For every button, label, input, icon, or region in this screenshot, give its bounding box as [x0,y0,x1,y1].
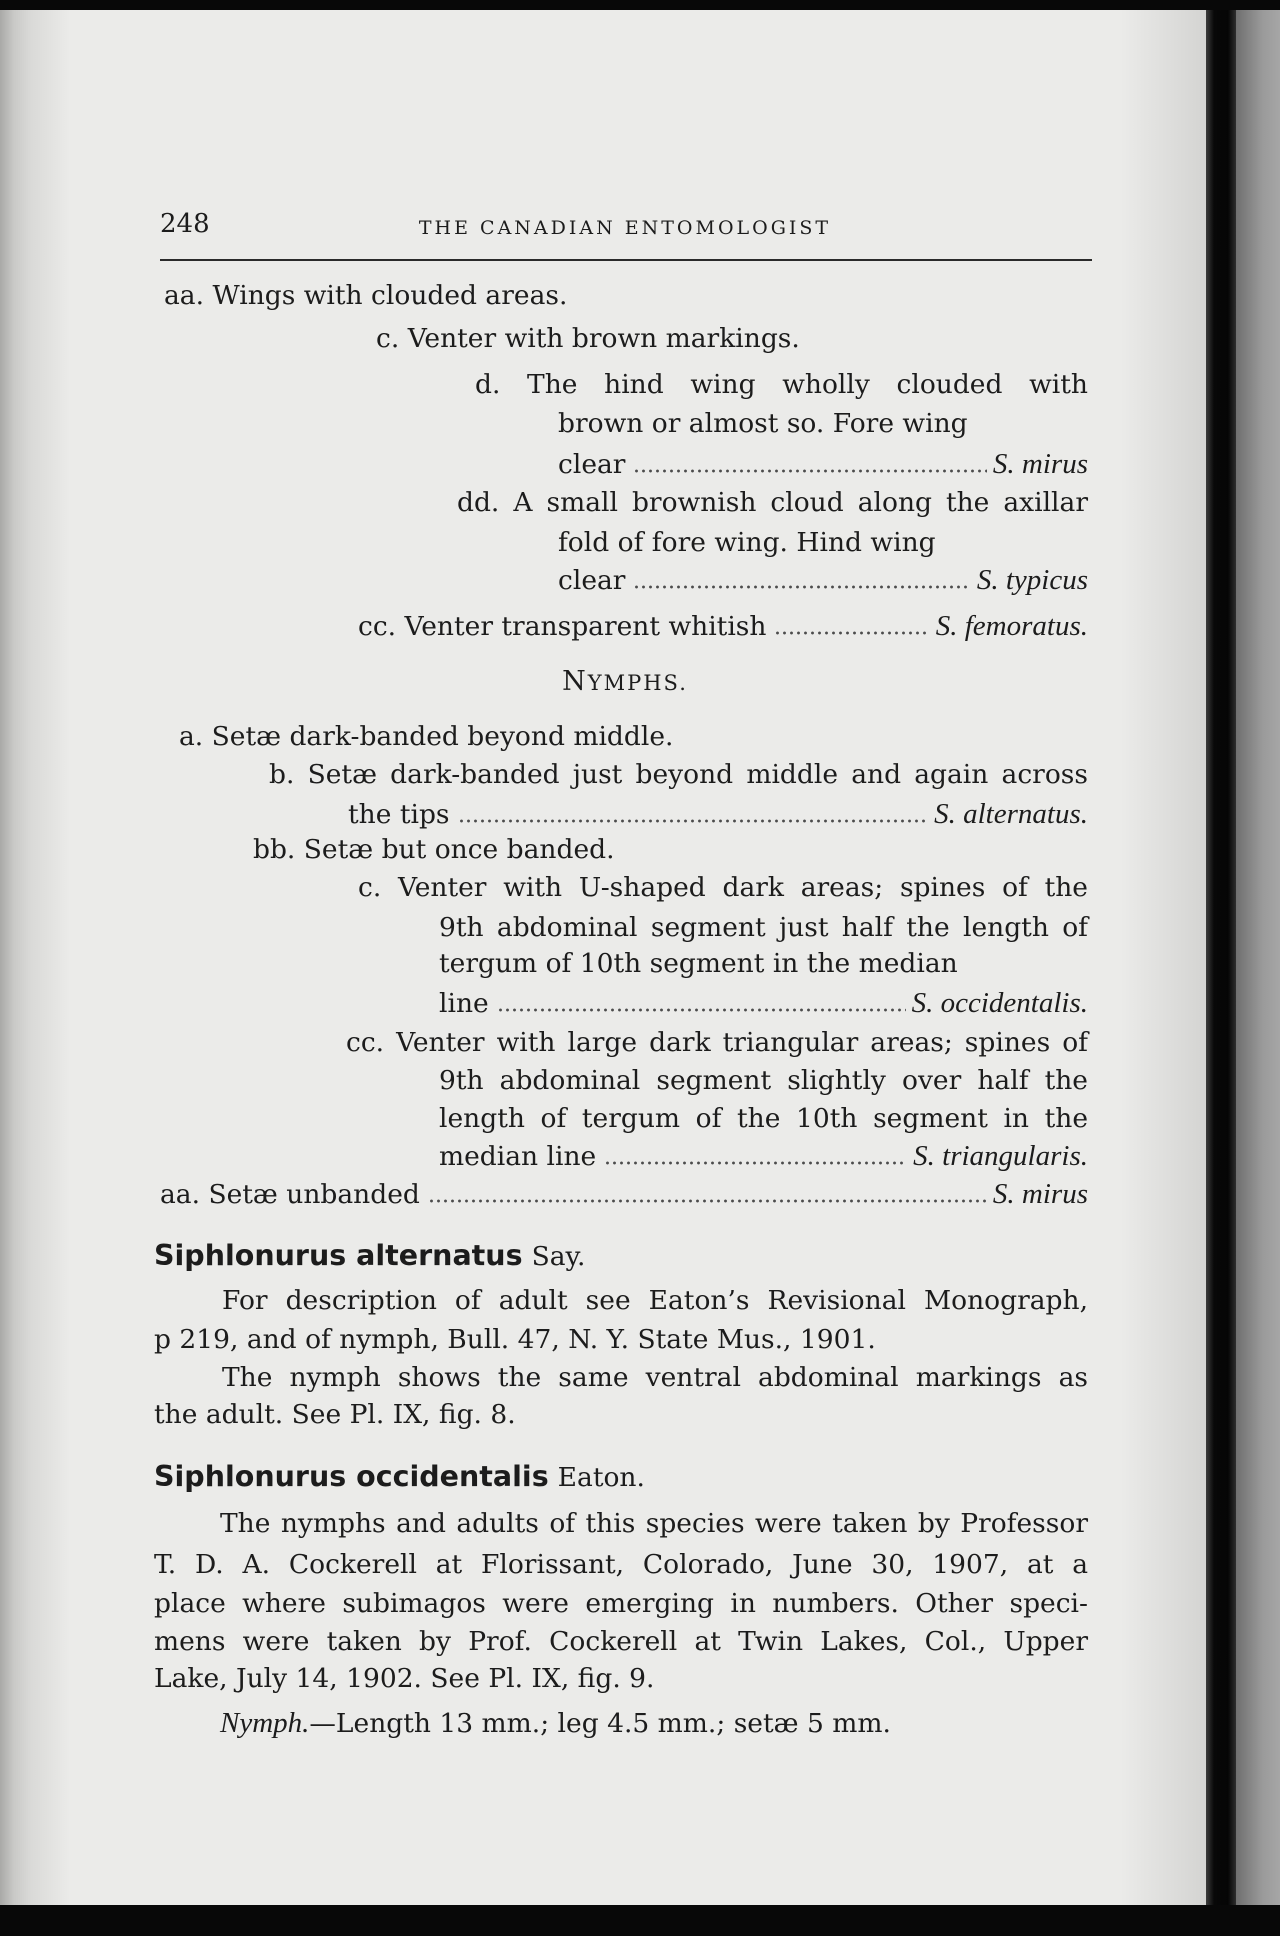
species-name: S. femoratus. [935,610,1088,642]
measurements-text: —Length 13 mm.; leg 4.5 mm.; setæ 5 mm. [309,1708,891,1739]
paragraph-line: place where subimagos were emerging in numbers. Other speci- [154,1588,1088,1619]
species-name: S. alternatus. [934,798,1088,830]
page-edge-top [0,0,1280,10]
dot-leader [497,1008,906,1012]
page-edge-left [0,0,70,1936]
species-name: S. typicus [976,564,1088,596]
paragraph-line: For description of adult see Eaton’s Revisional Monograph, [222,1285,1088,1316]
key-leader-line [558,562,1088,598]
species-name: S. triangularis. [913,1140,1088,1172]
paragraph-line: T. D. A. Cockerell at Florissant, Colorado, June 30, 1907, at a [154,1549,1088,1580]
species-heading [154,1237,585,1275]
key-line-text: clear [558,449,626,480]
key-line-text: line [439,988,489,1019]
key-line-text: median line [439,1141,597,1172]
key-line: c. Venter with U-shaped dark areas; spines of the [358,872,1088,903]
paragraph-line: The nymphs and adults of this species were taken by Professor [220,1508,1088,1539]
dot-leader [633,585,970,589]
page-number: 248 [160,209,210,239]
page-edge-bottom [0,1905,1280,1936]
key-line: tergum of 10th segment in the median [439,948,958,979]
key-leader-line [160,1176,1088,1212]
dot-leader [604,1161,907,1165]
key-line: c. Venter with brown markings. [376,323,800,354]
dot-leader [428,1199,987,1203]
key-leader-line [439,1138,1088,1174]
dot-leader [458,819,929,823]
species-heading [154,1458,645,1496]
key-line: cc. Venter with large dark triangular areas; spines of [346,1027,1088,1058]
paragraph-line: mens were taken by Prof. Cockerell at Twin Lakes, Col., Upper [154,1626,1088,1657]
key-leader-line [348,796,1088,832]
species-heading-name: Siphlonurus alternatus [154,1239,523,1272]
species-heading-author: Eaton. [557,1462,645,1493]
dot-leader [774,631,929,635]
key-leader-line [439,985,1088,1021]
species-name: S. mirus [992,1178,1088,1210]
species-name: S. occidentalis. [911,987,1088,1019]
key-line: 9th abdominal segment slightly over half the [439,1065,1088,1096]
key-line: b. Setæ dark-banded just beyond middle and again across [269,759,1088,790]
paragraph-line: Lake, July 14, 1902. See Pl. IX, fig. 9. [154,1663,655,1694]
page-edge-right-outer [1236,0,1280,1936]
dot-leader [633,469,986,473]
header-rule [160,259,1092,261]
running-head: THE CANADIAN ENTOMOLOGIST [418,217,832,239]
key-line-text: clear [558,565,626,596]
page-edge-right-band [1206,0,1236,1936]
key-line: d. The hind wing wholly clouded with [475,369,1088,400]
key-line: 9th abdominal segment just half the length of [439,912,1088,943]
key-line: length of tergum of the 10th segment in the [439,1103,1088,1134]
key-leader-line [358,608,1088,644]
page-gutter-shadow [1120,0,1208,1936]
key-line: brown or almost so. Fore wing [558,408,968,439]
key-line: fold of fore wing. Hind wing [558,527,936,558]
key-line-text: the tips [348,799,450,830]
paragraph-line: the adult. See Pl. IX, fig. 8. [154,1399,516,1430]
species-heading-name: Siphlonurus occidentalis [154,1460,549,1493]
key-line: dd. A small brownish cloud along the axillar [457,487,1088,518]
measurements-line [220,1705,891,1741]
key-line: aa. Wings with clouded areas. [164,280,568,311]
key-line-text: aa. Setæ unbanded [160,1179,420,1210]
species-name: S. mirus [992,448,1088,480]
paragraph-line: p 219, and of nymph, Bull. 47, N. Y. State Mus., 1901. [154,1324,876,1355]
species-heading-author: Say. [531,1241,586,1272]
measurements-label: Nymph. [220,1707,310,1739]
paragraph-line: The nymph shows the same ventral abdominal markings as [222,1362,1088,1393]
key-line: bb. Setæ but once banded. [253,834,615,865]
key-leader-line [558,446,1088,482]
key-line: a. Setæ dark-banded beyond middle. [179,721,674,752]
key-line-text: cc. Venter transparent whitish [358,611,767,642]
nymphs-heading: NYMPHS. [562,666,688,697]
